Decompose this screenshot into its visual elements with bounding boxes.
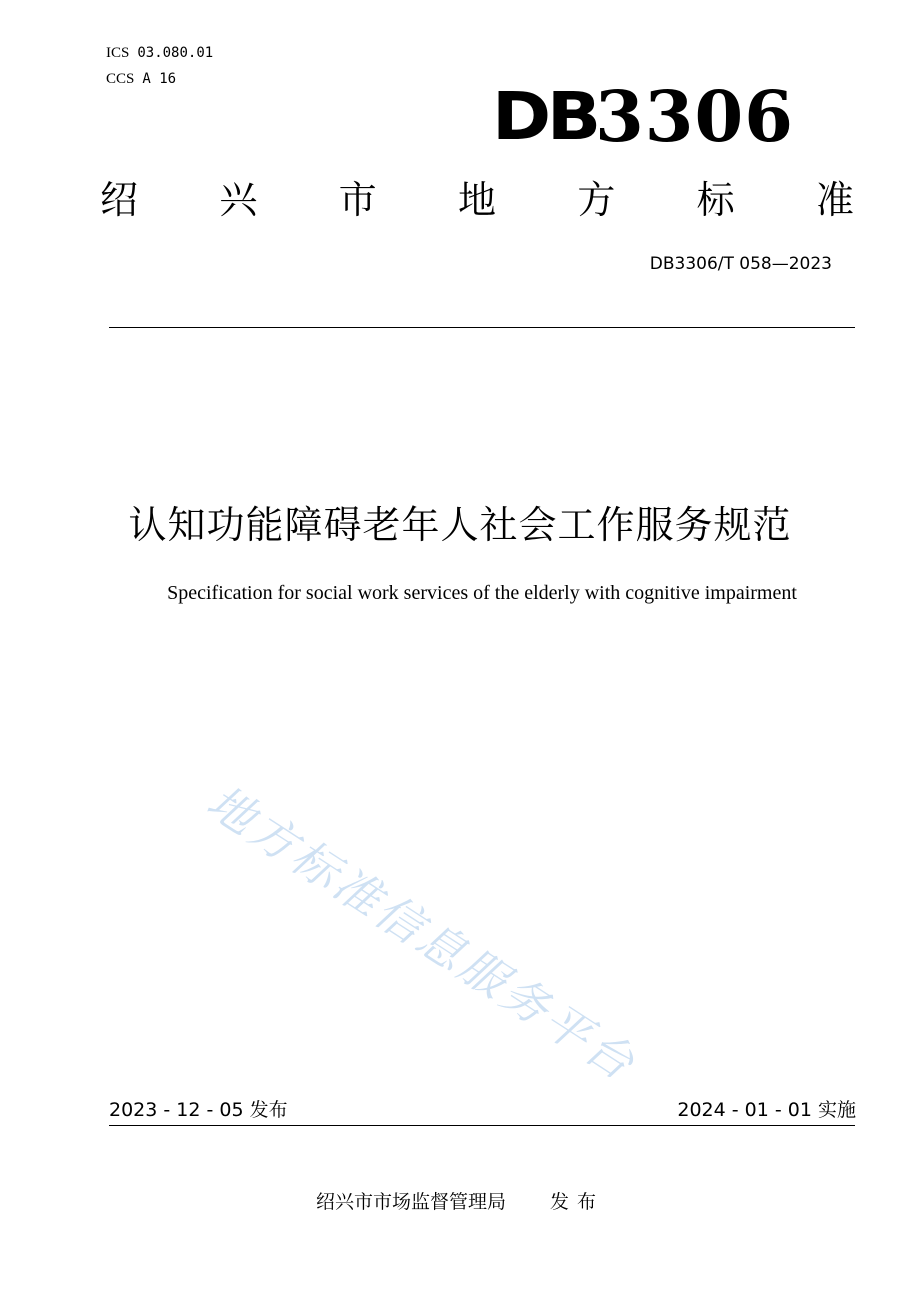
bottom-divider (109, 1125, 855, 1126)
publisher-line (316, 1189, 604, 1215)
ics-value: 03.080.01 (137, 45, 214, 61)
ics-classification (106, 45, 213, 61)
standard-type-char: 市 (338, 178, 377, 222)
ccs-label: CCS (106, 71, 135, 87)
standard-type-char: 地 (457, 178, 496, 222)
standard-type-char: 绍 (100, 178, 139, 222)
standard-type-char: 准 (815, 178, 854, 222)
implementation-date: 2024 - 01 - 01 实施 (677, 1099, 856, 1121)
standard-type-heading (100, 176, 854, 224)
db-logo-letters: DB (492, 78, 597, 155)
standard-type-char: 标 (696, 178, 735, 222)
document-title-en: Specification for social work services of the elderly with cognitive impairment (167, 582, 797, 604)
issue-date: 2023 - 12 - 05 发布 (109, 1099, 288, 1121)
standard-type-char: 兴 (219, 178, 258, 222)
document-title-cn: 认知功能障碍老年人社会工作服务规范 (128, 503, 792, 547)
top-divider (109, 327, 855, 328)
ccs-value: A 16 (142, 71, 177, 87)
db-logo (492, 75, 794, 158)
watermark: 地方标准信息服务平台 (197, 774, 647, 1092)
standard-type-char: 方 (577, 178, 616, 222)
ccs-classification (106, 71, 176, 87)
ics-label: ICS (106, 45, 130, 61)
publisher-action: 发布 (550, 1191, 605, 1213)
publisher-name: 绍兴市市场监督管理局 (316, 1191, 507, 1213)
db-logo-number: 3306 (595, 75, 794, 158)
standard-code: DB3306/T 058—2023 (649, 254, 832, 274)
